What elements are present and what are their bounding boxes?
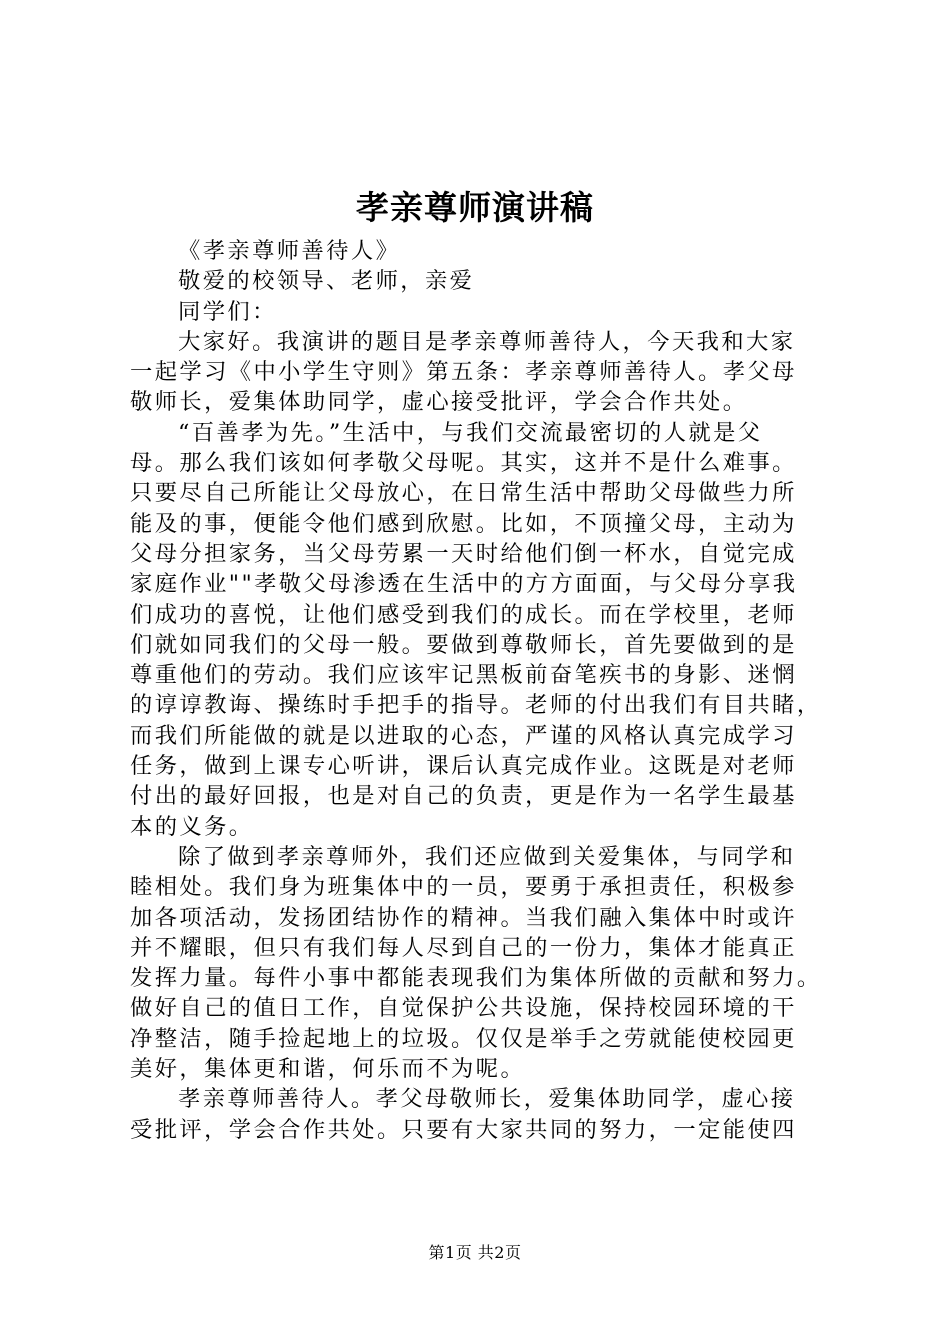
text-line: 尊重他们的劳动。我们应该牢记黑板前奋笔疾书的身影、迷惘: [130, 662, 797, 689]
text-line: 母。那么我们该如何孝敬父母呢。其实，这并不是什么难事。: [130, 450, 797, 477]
text-line: 大家好。我演讲的题目是孝亲尊师善待人，今天我和大家: [178, 328, 796, 355]
page-footer: 第1页 共2页: [428, 1243, 522, 1262]
text-line: 受批评，学会合作共处。只要有大家共同的努力，一定能使四: [130, 1116, 797, 1143]
text-line: 付出的最好回报，也是对自己的负责，更是作为一名学生最基: [130, 783, 797, 810]
document-body: [130, 236, 832, 1145]
document-title: 孝亲尊师演讲稿: [356, 188, 594, 227]
text-line: 而我们所能做的就是以进取的心态，严谨的风格认真完成学习: [130, 722, 797, 749]
text-line: 除了做到孝亲尊师外，我们还应做到关爱集体，与同学和: [178, 843, 796, 870]
text-line: 只要尽自己所能让父母放心，在日常生活中帮助父母做些力所: [130, 480, 797, 507]
text-line: 敬师长，爱集体助同学，虚心接受批评，学会合作共处。: [130, 389, 748, 416]
text-line: “百善孝为先。”生活中，与我们交流最密切的人就是父: [178, 419, 763, 446]
text-line: 同学们：: [178, 298, 277, 325]
text-line: 父母分担家务，当父母劳累一天时给他们倒一杯水，自觉完成: [130, 540, 797, 567]
text-line: 们成功的喜悦，让他们感受到我们的成长。而在学校里，老师: [130, 601, 797, 628]
text-line: 《孝亲尊师善待人》: [178, 238, 401, 264]
text-line: 睦相处。我们身为班集体中的一员，要勇于承担责任，积极参: [130, 874, 797, 901]
text-line: 美好，集体更和谐，何乐而不为呢。: [130, 1056, 526, 1083]
text-line: 敬爱的校领导、老师，亲爱: [178, 268, 475, 295]
text-line: 能及的事，便能令他们感到欣慰。比如，不顶撞父母，主动为: [130, 510, 797, 537]
text-line: 孝亲尊师善待人。孝父母敬师长，爱集体助同学，虚心接: [178, 1086, 796, 1113]
text-line: 们就如同我们的父母一般。要做到尊敬师长，首先要做到的是: [130, 631, 797, 658]
text-line: 的谆谆教诲、操练时手把手的指导。老师的付出我们有目共睹，: [130, 692, 822, 719]
text-line: 净整洁，随手捡起地上的垃圾。仅仅是举手之劳就能使校园更: [130, 1025, 797, 1052]
text-line: 一起学习《中小学生守则》第五条：孝亲尊师善待人。孝父母: [130, 359, 797, 386]
text-line: 任务，做到上课专心听讲，课后认真完成作业。这既是对老师: [130, 753, 797, 780]
text-line: 并不耀眼，但只有我们每人尽到自己的一份力，集体才能真正: [130, 934, 797, 961]
text-line: 发挥力量。每件小事中都能表现我们为集体所做的贡献和努力。: [130, 965, 822, 992]
text-line: 本的义务。: [130, 813, 254, 840]
text-line: 做好自己的值日工作，自觉保护公共设施，保持校园环境的干: [130, 995, 797, 1022]
text-line: 加各项活动，发扬团结协作的精神。当我们融入集体中时或许: [130, 904, 797, 931]
text-line: 家庭作业""孝敬父母渗透在生活中的方方面面，与父母分享我: [130, 571, 798, 598]
